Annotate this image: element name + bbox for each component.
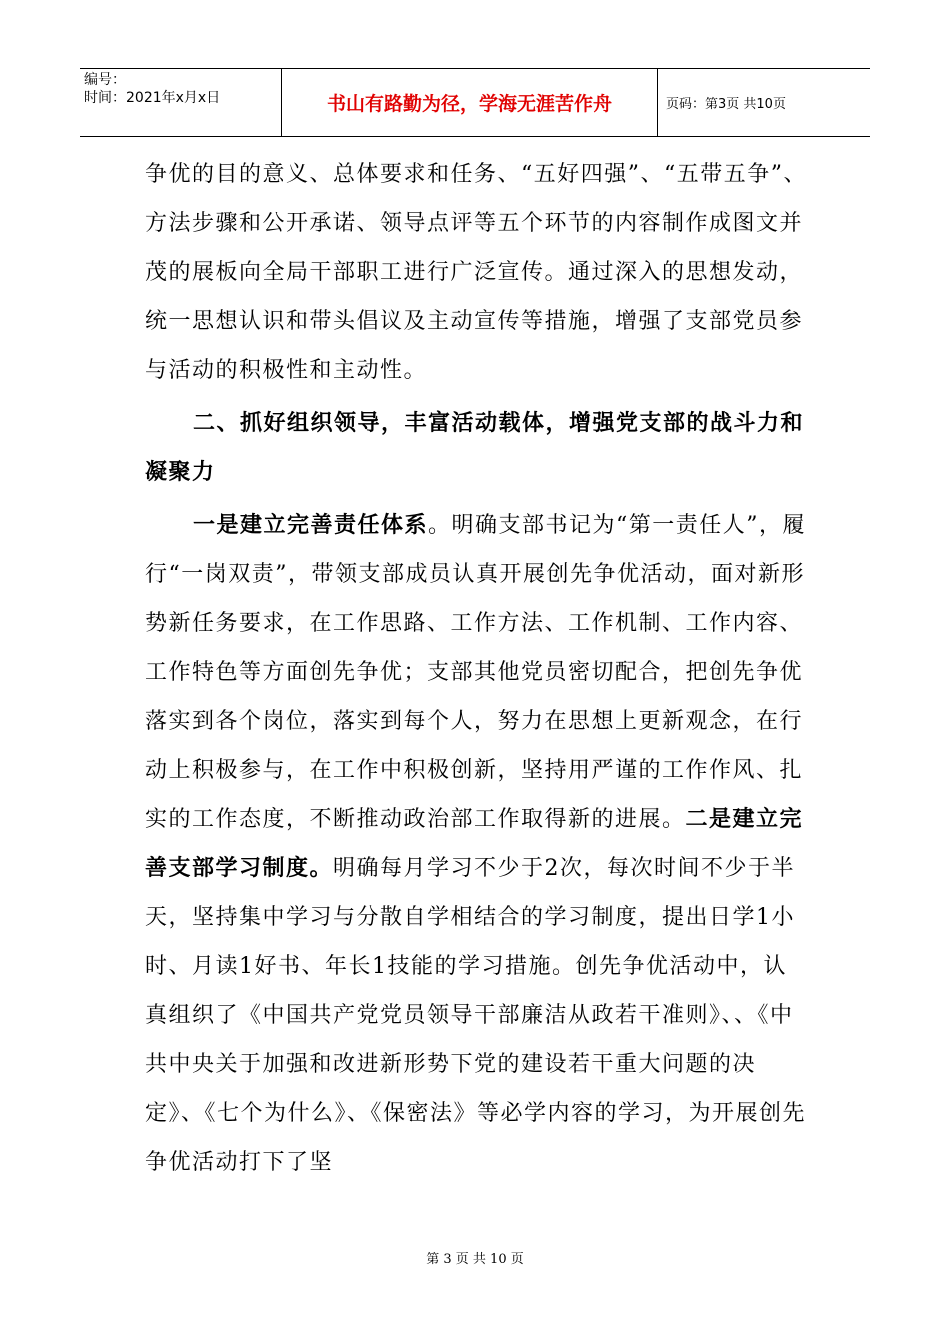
number-label: 编号： xyxy=(84,72,126,88)
paragraph-3 xyxy=(145,501,810,1187)
header-meta xyxy=(80,69,282,136)
document-body xyxy=(145,150,810,1187)
document-header xyxy=(80,68,870,137)
page-footer: 第 3 页 共 10 页 xyxy=(426,1252,524,1267)
header-page-info: 页码：第3页 共10页 xyxy=(666,97,786,112)
paragraph-3-text-2: 明确每月学习不少于2次，每次时间不少于半天，坚持集中学习与分散自学相结合的学习制度，提出日学1小时、月读1好书、年长1技能的学习措施。创先争优活动中，认真组织了《中国共产党党员领导干部廉洁从政若干准则》、、《中共中央关于加强和改进新形势下党的建设若干重大问题的决定》、《七个为什么》、《保密法》等必学内容的学习，为开展创先争优活动打下了坚 xyxy=(145,856,807,1175)
bold-lead-1: 一是建立完善责任体系 xyxy=(193,512,429,538)
section-heading: 二、抓好组织领导，丰富活动载体，增强党支部的战斗力和凝聚力 xyxy=(145,410,805,485)
bold-lead-2: 二是建立完善支部学习制度。 xyxy=(145,806,804,881)
paragraph-1: 争优的目的意义、总体要求和任务、“五好四强”、“五带五争”、 方法步骤和公开承诺、领导点评等五个环节的内容制作成图文并茂的展板向全局干部职工进行广泛宣传。通过深入的思想发动，统一思想认识和带头倡议及主动宣传等措施，增强了支部党员参与活动的积极性和主动性。 xyxy=(145,162,807,383)
time-label: 时间：2021年x月x日 xyxy=(84,90,221,106)
header-motto: 书山有路勤为径，学海无涯苦作舟 xyxy=(282,69,658,136)
paragraph-3-text-1: 。明确支部书记为“第一责任人”，履行“一岗双责”，带领支部成员认真开展创先争优活动，面对新形势新任务要求，在工作思路、工作方法、工作机制、工作内容、工作特色等方面创先争优；支部其他党员密切配合，把创先争优落实到各个岗位，落实到每个人，努力在思想上更新观念，在行动上积极参与，在工作中积极创新，坚持用严谨的工作作风、扎实的工作态度，不断推动政治部工作取得新的进展。 xyxy=(145,513,807,832)
